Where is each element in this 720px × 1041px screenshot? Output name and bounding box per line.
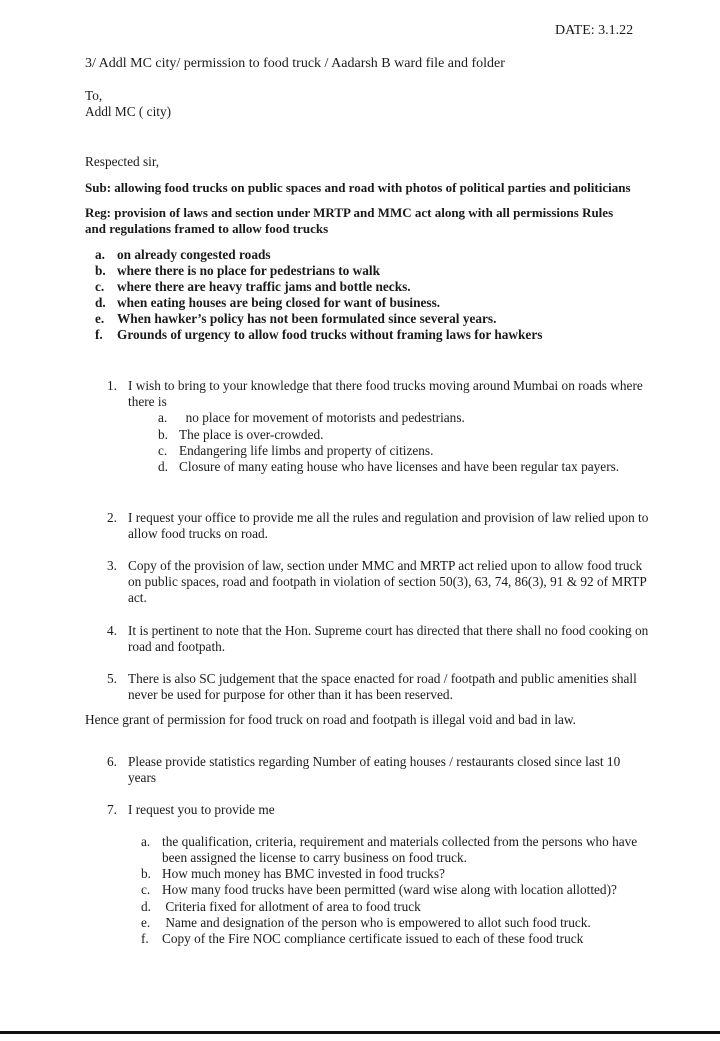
reference-line: 3/ Addl MC city/ permission to food truck / Aadarsh B ward file and folder — [85, 56, 505, 71]
point-number: 5. — [107, 671, 117, 686]
point-7-text: I request you to provide me — [128, 802, 275, 817]
list-item: where there is no place for pedestrians to walk — [117, 263, 380, 278]
point-3-text-continued: act. — [128, 590, 147, 605]
list-item: Copy of the Fire NOC compliance certificate issued to each of these food truck — [162, 931, 584, 946]
list-marker: b. — [141, 866, 151, 881]
list-item: the qualification, criteria, requirement and materials collected from the persons who have — [162, 834, 638, 849]
list-marker: e. — [95, 311, 105, 326]
point-6-text-continued: years — [128, 770, 157, 785]
list-marker: c. — [95, 279, 105, 294]
list-item: Grounds of urgency to allow food trucks without framing laws for hawkers — [117, 327, 543, 342]
reg-line-continued: and regulations framed to allow food trucks — [85, 221, 329, 236]
list-item: on already congested roads — [117, 247, 271, 262]
point-number: 4. — [107, 623, 117, 638]
point-number: 6. — [107, 754, 117, 769]
point-1-text: I wish to bring to your knowledge that there food trucks moving around Mumbai on roads where — [128, 378, 643, 393]
point-3-text: Copy of the provision of law, section under MMC and MRTP act relied upon to allow food truck — [128, 558, 643, 573]
recipient: Addl MC ( city) — [85, 104, 172, 119]
list-item-continued: been assigned the license to carry business on food truck. — [162, 850, 468, 865]
list-item: Name and designation of the person who is empowered to allot such food truck. — [162, 915, 591, 930]
list-marker: a. — [158, 410, 168, 425]
to-label: To, — [85, 88, 103, 103]
reg-line: Reg: provision of laws and section under MRTP and MMC act along with all permissions Rules — [85, 205, 614, 220]
point-3-text-continued: on public spaces, road and footpath in violation of section 50(3), 63, 74, 86(3), 91 & 92 of MRTP — [128, 574, 647, 589]
list-item: where there are heavy traffic jams and bottle necks. — [117, 279, 411, 294]
list-marker: b. — [95, 263, 106, 278]
point-4-text: It is pertinent to note that the Hon. Supreme court has directed that there shall no food cooking on — [128, 623, 649, 638]
list-item: How many food trucks have been permitted (ward wise along with location allotted)? — [162, 882, 617, 897]
list-marker: e. — [141, 915, 151, 930]
list-marker: c. — [158, 443, 168, 458]
subject-line: Sub: allowing food trucks on public spaces and road with photos of political parties and politicians — [85, 180, 631, 195]
list-marker: b. — [158, 427, 168, 442]
list-marker: a. — [95, 247, 105, 262]
list-item: How much money has BMC invested in food trucks? — [162, 866, 445, 881]
point-5-text: There is also SC judgement that the space enacted for road / footpath and public amenities shall — [128, 671, 637, 686]
list-marker: f. — [95, 327, 103, 342]
letter-date: DATE: 3.1.22 — [555, 23, 634, 38]
list-marker: c. — [141, 882, 151, 897]
point-1-text-continued: there is — [128, 394, 167, 409]
point-number: 2. — [107, 510, 117, 525]
list-item: when eating houses are being closed for want of business. — [117, 295, 441, 310]
list-item: no place for movement of motorists and pedestrians. — [179, 410, 465, 425]
point-2-text: I request your office to provide me all the rules and regulation and provision of law relied upon to — [128, 510, 649, 525]
list-marker: d. — [141, 899, 151, 914]
list-item: When hawker’s policy has not been formulated since several years. — [117, 311, 497, 326]
list-item: The place is over-crowded. — [179, 427, 324, 442]
point-5-text-continued: never be used for purpose for other than it has been reserved. — [128, 687, 453, 702]
page-bottom-border — [0, 1031, 720, 1034]
point-number: 1. — [107, 378, 117, 393]
list-item: Criteria fixed for allotment of area to food truck — [162, 899, 421, 914]
point-6-text: Please provide statistics regarding Number of eating houses / restaurants closed since last 10 — [128, 754, 621, 769]
list-marker: a. — [141, 834, 151, 849]
point-4-text-continued: road and footpath. — [128, 639, 226, 654]
list-marker: d. — [158, 459, 168, 474]
point-2-text-continued: allow food trucks on road. — [128, 526, 268, 541]
list-item: Endangering life limbs and property of citizens. — [179, 443, 434, 458]
list-marker: f. — [141, 931, 149, 946]
conclusion-line: Hence grant of permission for food truck on road and footpath is illegal void and bad in law. — [85, 712, 576, 727]
list-marker: d. — [95, 295, 106, 310]
salutation: Respected sir, — [85, 154, 160, 169]
point-number: 3. — [107, 558, 117, 573]
list-item: Closure of many eating house who have licenses and have been regular tax payers. — [179, 459, 620, 474]
point-number: 7. — [107, 802, 117, 817]
